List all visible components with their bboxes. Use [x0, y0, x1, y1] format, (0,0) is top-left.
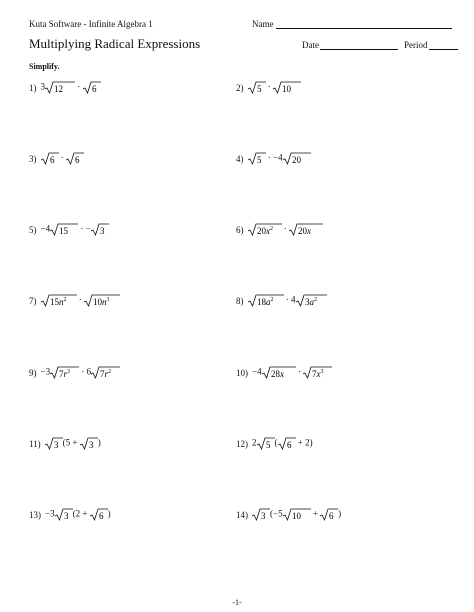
- problem-expression: 2 5 ( 6 + 2): [252, 437, 313, 450]
- svg-text:18a2: $18a^2$: [256, 297, 273, 307]
- problem-expression: $20x^2$ · 20x: [248, 223, 324, 236]
- svg-text:7x3: $7x^3$: [312, 369, 324, 379]
- problem-3: [29, 152, 84, 165]
- problem-8: [236, 294, 327, 307]
- problem-expression: 3 (−5 10 + 6 ): [252, 508, 341, 521]
- svg-text:6: 6: [91, 84, 96, 94]
- svg-text:10n3: $10n^3$: [93, 297, 110, 307]
- svg-text:10: 10: [291, 511, 301, 521]
- problem-number: 1): [29, 82, 37, 93]
- problem-1: [29, 81, 101, 94]
- date-blank-line: [320, 40, 398, 50]
- date-period-fields: [302, 40, 458, 50]
- svg-text:20: 20: [291, 155, 301, 165]
- problem-number: 13): [29, 509, 41, 520]
- svg-text:6: 6: [75, 155, 80, 165]
- period-label: Period: [404, 40, 428, 50]
- problem-14: [236, 508, 341, 521]
- problem-number: 14): [236, 509, 248, 520]
- problem-7: [29, 294, 120, 307]
- date-label: Date: [302, 40, 319, 50]
- problem-10: [236, 366, 332, 379]
- problem-number: 9): [29, 367, 37, 378]
- worksheet-title: Multiplying Radical Expressions: [29, 36, 201, 51]
- svg-text:15n2: $15n^2$: [49, 297, 66, 307]
- problem-number: 7): [29, 295, 37, 306]
- name-blank-line: [276, 19, 452, 29]
- svg-text:3: 3: [63, 511, 69, 521]
- svg-text:3a2: $3a^2$: [304, 297, 317, 307]
- svg-text:3: 3: [88, 440, 94, 450]
- svg-text:6: 6: [286, 440, 291, 450]
- svg-text:12: 12: [54, 84, 63, 94]
- problem-expression: −3 $7r^3$ · 6 $7r^2$: [41, 366, 121, 379]
- problem-expression: −3 3 (2 + 6 ): [45, 508, 111, 521]
- svg-text:10: 10: [282, 84, 291, 94]
- svg-text:3: 3: [99, 226, 105, 236]
- problem-2: [236, 81, 301, 94]
- problem-number: 8): [236, 295, 244, 306]
- problem-4: [236, 152, 311, 165]
- problem-number: 12): [236, 438, 248, 449]
- problem-number: 11): [29, 438, 41, 449]
- svg-text:5: 5: [265, 440, 270, 450]
- svg-text:6: 6: [98, 511, 104, 521]
- problem-9: [29, 366, 120, 379]
- publisher-label: Kuta Software - Infinite Algebra 1: [29, 19, 153, 29]
- problem-number: 6): [236, 224, 244, 235]
- svg-text:6: 6: [49, 155, 54, 165]
- svg-text:6: 6: [329, 511, 334, 521]
- svg-text:20x2: $20x^2$: [256, 226, 273, 236]
- problem-number: 4): [236, 153, 244, 164]
- name-label: Name: [252, 19, 274, 29]
- svg-text:5: 5: [256, 84, 261, 94]
- svg-text:5: 5: [256, 155, 261, 165]
- problem-11: [29, 437, 101, 450]
- svg-text:7r2: $7r^2$: [100, 369, 112, 379]
- svg-text:3: 3: [261, 511, 266, 521]
- problem-expression: −4 28x · $7x^3$: [252, 366, 332, 379]
- problem-13: [29, 508, 111, 521]
- svg-text:15: 15: [59, 226, 69, 236]
- problem-expression: 6 · 6: [41, 152, 85, 165]
- svg-text:20x: 20x: [298, 226, 311, 236]
- instruction-text: Simplify.: [29, 62, 60, 71]
- name-field: [252, 19, 452, 29]
- problem-number: 3): [29, 153, 37, 164]
- problem-expression: $18a^2$ · 4 $3a^2$: [248, 294, 327, 307]
- problem-expression: −4 15 · − 3: [41, 223, 109, 236]
- svg-text:3: 3: [53, 440, 59, 450]
- problem-number: 2): [236, 82, 244, 93]
- problem-expression: 3 (5 + 3 ): [45, 437, 101, 450]
- problem-number: 5): [29, 224, 37, 235]
- problem-5: [29, 223, 109, 236]
- svg-text:28x: 28x: [270, 369, 284, 379]
- page-number: -1-: [232, 598, 242, 607]
- problem-expression: 5 · −4 20: [248, 152, 311, 165]
- svg-text:7r3: $7r^3$: [59, 369, 71, 379]
- problem-expression: 3 12 · 6: [41, 81, 101, 94]
- problem-expression: $15n^2$ · $10n^3$: [41, 294, 121, 307]
- problem-12: [236, 437, 313, 450]
- problem-number: 10): [236, 367, 248, 378]
- problem-expression: 5 · 10: [248, 81, 302, 94]
- problem-6: [236, 223, 323, 236]
- period-blank-line: [429, 40, 458, 50]
